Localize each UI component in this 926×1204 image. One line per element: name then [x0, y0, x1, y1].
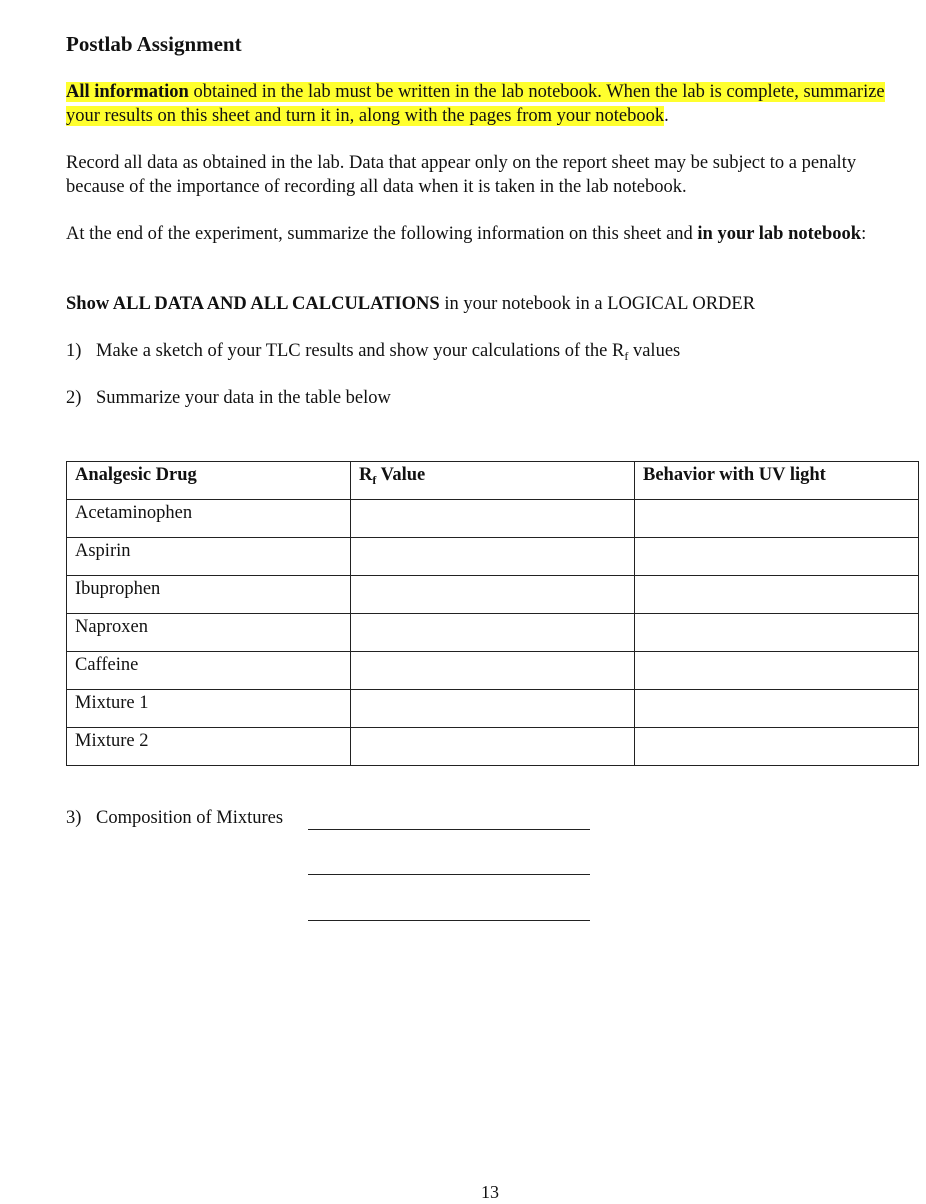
highlight-paragraph	[66, 80, 886, 128]
drug-name: Mixture 1	[67, 690, 351, 728]
rf-value-cell[interactable]	[351, 690, 635, 728]
show-text: in your notebook in a LOGICAL ORDER	[439, 294, 756, 314]
drug-name: Mixture 2	[67, 728, 351, 766]
rf-value-cell[interactable]	[351, 652, 635, 690]
page-number: 13	[481, 1182, 499, 1202]
rf-value-cell[interactable]	[351, 500, 635, 538]
composition-label: Composition of Mixtures	[96, 808, 284, 828]
document-page	[66, 30, 886, 433]
table-row	[67, 652, 919, 690]
item-text-before: Make a sketch of your TLC results and show your calculations of the R	[96, 341, 625, 361]
uv-behavior-cell[interactable]	[635, 728, 919, 766]
uv-behavior-cell[interactable]	[635, 614, 919, 652]
table-header-row	[67, 462, 919, 500]
composition-blank-line-2[interactable]	[308, 874, 590, 875]
uv-behavior-cell[interactable]	[635, 690, 919, 728]
uv-behavior-cell[interactable]	[635, 538, 919, 576]
highlight-text: obtained in the lab must be written in the lab notebook. When the lab is complete, summarize your results on this sheet and turn it in, along with the pages from your notebook	[66, 82, 885, 126]
composition-blank-line-1[interactable]	[308, 811, 590, 830]
composition-number: 3)	[66, 808, 82, 828]
rf-value-cell[interactable]	[351, 576, 635, 614]
summary-end: :	[861, 224, 867, 244]
table-row	[67, 500, 919, 538]
item-text: Summarize your data in the table below	[96, 388, 391, 408]
uv-behavior-cell[interactable]	[635, 576, 919, 614]
table-row	[67, 576, 919, 614]
highlight-period: .	[664, 106, 669, 126]
item-text-after: values	[628, 341, 681, 361]
composition-blank-line-3[interactable]	[308, 920, 590, 921]
list-item-2	[66, 386, 886, 410]
uv-behavior-cell[interactable]	[635, 652, 919, 690]
composition-section	[66, 806, 766, 830]
drug-name: Ibuprophen	[67, 576, 351, 614]
drug-name: Naproxen	[67, 614, 351, 652]
show-bold: Show ALL DATA AND ALL CALCULATIONS	[66, 294, 440, 314]
table-row	[67, 538, 919, 576]
composition-row	[66, 806, 766, 830]
uv-behavior-cell[interactable]	[635, 500, 919, 538]
table-row	[67, 614, 919, 652]
show-paragraph	[66, 292, 886, 316]
page-title: Postlab Assignment	[66, 32, 242, 56]
header-rf-rest: Value	[376, 465, 426, 485]
list-item-1	[66, 339, 886, 363]
summary-bold: in your lab notebook	[697, 224, 862, 244]
summary-text: At the end of the experiment, summarize the following information on this sheet and	[66, 224, 698, 244]
rf-value-cell[interactable]	[351, 538, 635, 576]
drug-name: Acetaminophen	[67, 500, 351, 538]
rf-value-cell[interactable]	[351, 614, 635, 652]
highlight-bold: All information	[66, 82, 189, 102]
record-paragraph: Record all data as obtained in the lab. Data that appear only on the report sheet may be subject to a penalty because of the importance of recording all data when it is taken in the lab notebook.	[66, 153, 857, 197]
table-row	[67, 690, 919, 728]
header-rf-main: R	[359, 465, 373, 485]
header-rf-sub: f	[372, 473, 377, 487]
rf-value-cell[interactable]	[351, 728, 635, 766]
item-text	[96, 339, 680, 363]
item-number: 2)	[66, 388, 82, 408]
header-uv-behavior: Behavior with UV light	[635, 462, 919, 500]
item-subscript: f	[624, 349, 629, 363]
results-table	[66, 461, 919, 766]
summary-paragraph	[66, 222, 886, 246]
drug-name: Aspirin	[67, 538, 351, 576]
item-number: 1)	[66, 341, 82, 361]
drug-name: Caffeine	[67, 652, 351, 690]
header-drug: Analgesic Drug	[67, 462, 351, 500]
header-rf-value	[351, 462, 635, 500]
table-row	[67, 728, 919, 766]
